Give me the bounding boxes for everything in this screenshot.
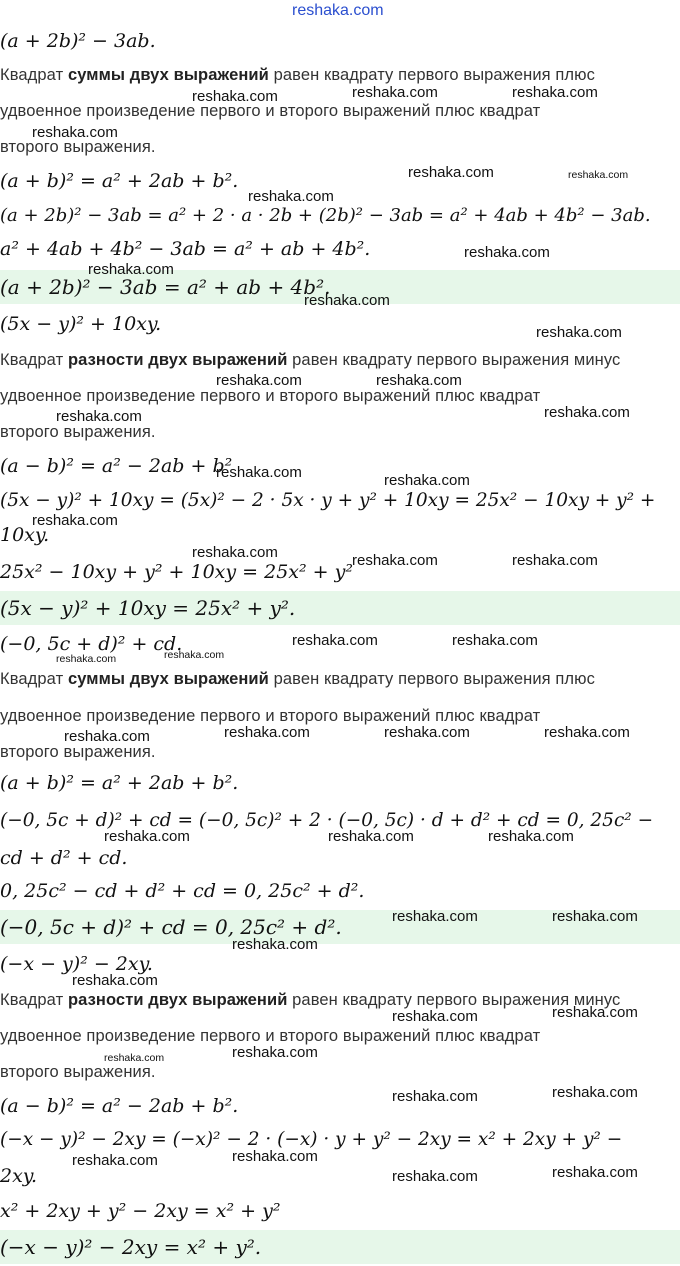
rule-prefix: Квадрат	[0, 66, 68, 84]
block2-rule-line1	[0, 351, 680, 370]
watermark: reshaka.com	[64, 728, 150, 745]
block3-rule-line1	[0, 670, 680, 689]
block4-formula: (a − b)² = a² − 2ab + b².	[0, 1095, 239, 1117]
watermark: reshaka.com	[392, 1088, 478, 1105]
block1-rule-line2: удвоенное произведение первого и второго выражений плюс квадрат	[0, 102, 541, 120]
watermark: reshaka.com	[392, 1008, 478, 1025]
block1-formula: (a + b)² = a² + 2ab + b².	[0, 170, 239, 192]
watermark: reshaka.com	[488, 828, 574, 845]
rule-emphasis: разности двух выражений	[67, 351, 288, 369]
watermark: reshaka.com	[352, 552, 438, 569]
watermark: reshaka.com	[32, 124, 118, 141]
watermark: reshaka.com	[392, 1168, 478, 1185]
block4-rule-line3: второго выражения.	[0, 1063, 156, 1081]
rule-prefix: Квадрат	[0, 991, 68, 1009]
rule-emphasis: суммы двух выражений	[67, 66, 269, 84]
rule-suffix: равен квадрату первого выражения плюс	[268, 66, 595, 84]
watermark: reshaka.com	[544, 724, 630, 741]
block1-rule-line1	[0, 66, 680, 85]
block1-work-line2: a² + 4ab + 4b² − 3ab = a² + ab + 4b².	[0, 238, 371, 260]
watermark: reshaka.com	[232, 1148, 318, 1165]
rule-suffix: равен квадрату первого выражения плюс	[268, 670, 595, 688]
block1-answer: (a + 2b)² − 3ab = a² + ab + 4b².	[0, 275, 331, 299]
block2-rule-line3: второго выражения.	[0, 423, 156, 441]
block1-expression: (a + 2b)² − 3ab.	[0, 30, 156, 52]
block2-work-line2: 25x² − 10xy + y² + 10xy = 25x² + y²	[0, 561, 353, 583]
block3-work-line1-cont: cd + d² + cd.	[0, 847, 128, 869]
watermark: reshaka.com	[512, 84, 598, 101]
watermark: reshaka.com	[552, 1004, 638, 1021]
rule-prefix: Квадрат	[0, 351, 68, 369]
watermark: reshaka.com	[512, 552, 598, 569]
block2-formula: (a − b)² = a² − 2ab + b²	[0, 455, 233, 477]
watermark: reshaka.com	[32, 512, 118, 529]
block3-expression: (−0, 5c + d)² + cd.	[0, 633, 183, 655]
block2-rule-line2: удвоенное произведение первого и второго выражений плюс квадрат	[0, 387, 541, 405]
rule-emphasis: разности двух выражений	[67, 991, 288, 1009]
block2-expression: (5x − y)² + 10xy.	[0, 313, 162, 335]
block3-work-line2: 0, 25c² − cd + d² + cd = 0, 25c² + d².	[0, 880, 365, 902]
block4-work-line1: (−x − y)² − 2xy = (−x)² − 2 · (−x) · y + y² − 2xy = x² + 2xy + y² −	[0, 1129, 623, 1150]
rule-suffix: равен квадрату первого выражения минус	[287, 991, 621, 1009]
watermark: reshaka.com	[544, 404, 630, 421]
watermark: reshaka.com	[104, 828, 190, 845]
watermark: reshaka.com	[56, 653, 117, 665]
watermark: reshaka.com	[224, 724, 310, 741]
watermark: reshaka.com	[384, 724, 470, 741]
watermark: reshaka.com	[304, 292, 390, 309]
watermark: reshaka.com	[216, 464, 302, 481]
rule-emphasis: суммы двух выражений	[67, 670, 269, 688]
watermark: reshaka.com	[392, 908, 478, 925]
rule-prefix: Квадрат	[0, 670, 68, 688]
block3-work-line1: (−0, 5c + d)² + cd = (−0, 5c)² + 2 · (−0, 5c) · d + d² + cd = 0, 25c² −	[0, 810, 654, 831]
block4-work-line2: x² + 2xy + y² − 2xy = x² + y²	[0, 1200, 281, 1222]
watermark: reshaka.com	[376, 372, 462, 389]
watermark: reshaka.com	[568, 169, 629, 181]
watermark: reshaka.com	[232, 936, 318, 953]
watermark: reshaka.com	[248, 188, 334, 205]
watermark: reshaka.com	[352, 84, 438, 101]
watermark: reshaka.com	[88, 261, 174, 278]
watermark: reshaka.com	[216, 372, 302, 389]
watermark: reshaka.com	[72, 1152, 158, 1169]
watermark: reshaka.com	[464, 244, 550, 261]
block3-rule-line2: удвоенное произведение первого и второго выражений плюс квадрат	[0, 707, 541, 725]
watermark: reshaka.com	[232, 1044, 318, 1061]
watermark: reshaka.com	[56, 408, 142, 425]
block4-work-line1-cont: 2xy.	[0, 1165, 38, 1187]
rule-suffix: равен квадрату первого выражения минус	[287, 351, 621, 369]
watermark: reshaka.com	[328, 828, 414, 845]
block3-rule-line3: второго выражения.	[0, 743, 156, 761]
block2-work-line1: (5x − y)² + 10xy = (5x)² − 2 · 5x · y + y² + 10xy = 25x² − 10xy + y² +	[0, 490, 656, 511]
block1-work-line1: (a + 2b)² − 3ab = a² + 2 · a · 2b + (2b)² − 3ab = a² + 4ab + 4b² − 3ab.	[0, 205, 651, 226]
watermark: reshaka.com	[552, 1164, 638, 1181]
block3-formula: (a + b)² = a² + 2ab + b².	[0, 772, 239, 794]
watermark: reshaka.com	[452, 632, 538, 649]
watermark: reshaka.com	[552, 1084, 638, 1101]
watermark: reshaka.com	[104, 1052, 165, 1064]
block4-rule-line2: удвоенное произведение первого и второго выражений плюс квадрат	[0, 1027, 541, 1045]
block2-work-line1-cont: 10xy.	[0, 524, 50, 546]
block4-answer: (−x − y)² − 2xy = x² + y².	[0, 1235, 262, 1259]
watermark: reshaka.com	[164, 649, 225, 661]
watermark: reshaka.com	[292, 632, 378, 649]
watermark: reshaka.com	[536, 324, 622, 341]
block4-expression: (−x − y)² − 2xy.	[0, 953, 153, 975]
block2-answer: (5x − y)² + 10xy = 25x² + y².	[0, 596, 296, 620]
watermark: reshaka.com	[72, 972, 158, 989]
watermark: reshaka.com	[192, 544, 278, 561]
site-header[interactable]: reshaka.com	[292, 2, 384, 19]
watermark: reshaka.com	[408, 164, 494, 181]
block1-rule-line3: второго выражения.	[0, 138, 156, 156]
watermark: reshaka.com	[384, 472, 470, 489]
watermark: reshaka.com	[552, 908, 638, 925]
block3-answer: (−0, 5c + d)² + cd = 0, 25c² + d².	[0, 915, 342, 939]
watermark: reshaka.com	[192, 88, 278, 105]
